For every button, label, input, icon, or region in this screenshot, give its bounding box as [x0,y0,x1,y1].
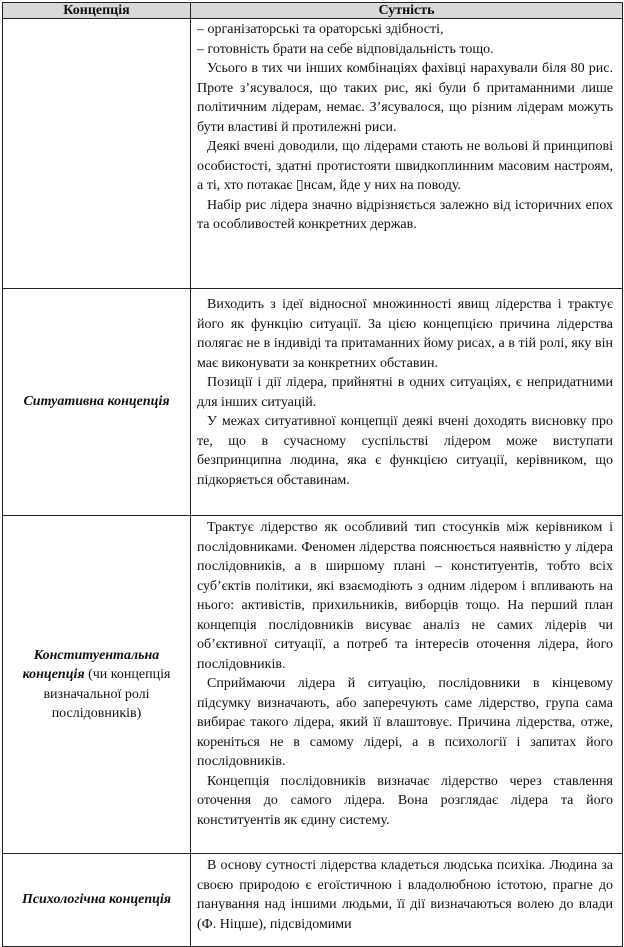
paragraph: Позиції і дії лідера, прийнятні в одних ситуаціях, є непридатними для інших ситуацій. [197,375,613,410]
concept-cell [3,516,191,854]
concept-cell [3,289,191,516]
essence-cell [191,516,623,854]
concept-note: (чи концепція визначальної ролі послідовників) [43,667,171,721]
paragraph: Трактує лідерство як особливий тип стосунків між керівником і послідовниками. Феномен лідерства пояснюється наявністю у лідера послідовників, а в ширшому плані – конституентів, тобто всіх суб’єктів політики, які взаємодіють з одним лідером і впливають на нього: активістів, прихильників, виборців тощо. На перший план концепція послідовників висуває аналіз не самих лідерів чи об’єктивної ситуації, а потреб та інтересів оточення лідера, його послідовників. [197,520,613,672]
paragraph: – готовність брати на себе відповідальність тощо. [197,41,494,57]
concepts-table [2,2,623,947]
table-row [3,289,623,516]
paragraph: Деякі вчені доводили, що лідерами стають не вольові й принципові особистості, здатні протистояти швидкоплинним масовим настроям, а ті, хто потакає ▯нсам, йде у них на поводу. [197,139,613,193]
concept-name: Ситуативна концепція [23,394,170,410]
table-row [3,19,623,289]
concept-cell [3,854,191,947]
paragraph: Сприймаючи лідера й ситуацію, послідовники в кінцевому підсумку визначають, або заперечують саме лідерство, група сама вибирає такого лідера, який її влаштовує. Причина лідерства, отже, кореніться не в самому лідері, а в психології і запитах його послідовників. [197,676,613,769]
header-essence: Сутність [191,3,623,19]
concept-name: Конституентальна концепція [22,647,160,682]
paragraph: – організаторські та ораторські здібності, [197,22,444,37]
table-header-row [3,3,623,19]
paragraph: В основу сутності лідерства кладеться людська психіка. Людина за своєю природою є егоїстичною і владолюбною істотою, прагне до панування над іншими людьми, її дії визначаються волею до влади (Ф. Ніцше), підсвідомими [197,858,613,932]
essence-cell [191,19,623,289]
paragraph: Набір рис лідера значно відрізняється залежно від історичних епох та особливостей конкретних держав. [197,197,613,232]
table-row [3,854,623,947]
paragraph: Концепція послідовників визначає лідерство через ставлення оточення до самого лідера. Вона розглядає лідера та його конституентів як єдину систему. [197,773,613,828]
concept-cell [3,19,191,289]
header-concept: Концепція [3,3,191,19]
concept-name: Психологічна концепція [21,892,172,908]
essence-cell [191,854,623,947]
paragraph: У межах ситуативної концепції деякі вчені доходять висновку про те, що в сучасному суспільстві лідером може виступати безпринципна людина, яка є функцією ситуації, керівником, що підкоряється обставинам. [197,414,613,488]
table-row [3,516,623,854]
paragraph: Виходить з ідеї відносної множинності явищ лідерства і трактує його як функцію ситуації. За цією концепцією причина лідерства полягає не в індивіді та притаманних йому рисах, а в тій ролі, яку він має виконувати за конкретних обставин. [197,297,613,371]
essence-cell [191,289,623,516]
paragraph: Усього в тих чи інших комбінаціях фахівці нарахували біля 80 рис. Проте з’ясувалося, що таких рис, які були б притаманними лише політичним лідерам, немає. З’ясувалося, що різним лідерам можуть бути властиві й протилежні риси. [197,61,613,135]
